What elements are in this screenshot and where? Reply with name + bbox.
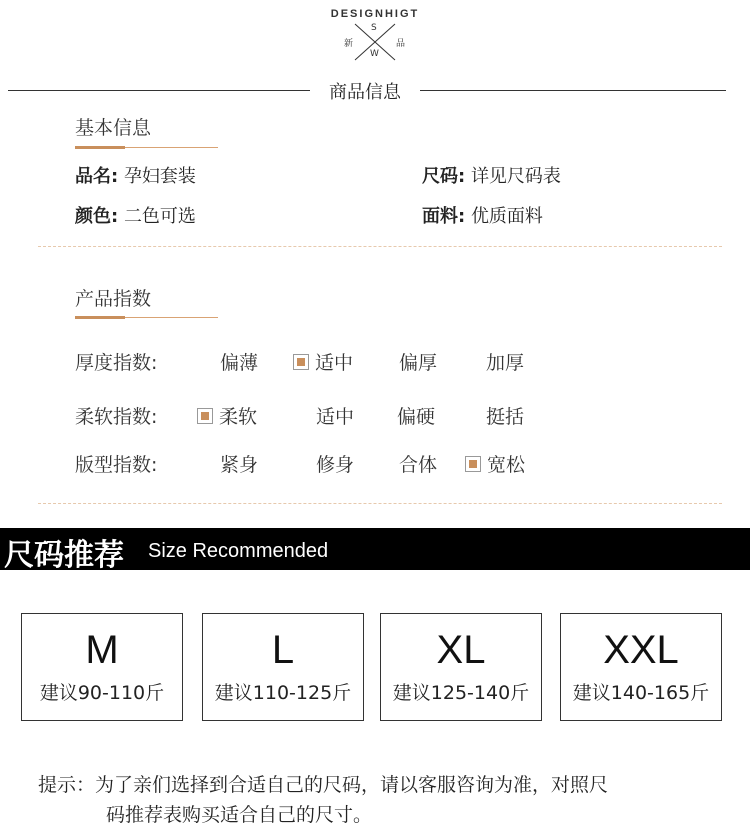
logo-char-right: 品 [396, 39, 406, 49]
logo-cross-mark [340, 22, 410, 62]
option-tight [220, 450, 258, 477]
size-recommendation: 建议140-165斤 [572, 682, 710, 704]
option-thick [399, 348, 437, 375]
option-crisp [486, 402, 524, 429]
option-label: 柔软 [219, 406, 258, 428]
basic-info-underline [75, 147, 218, 148]
banner-title-cn: 尺码推荐 [4, 538, 124, 570]
section-title-bar [0, 76, 750, 104]
color-label: 颜色: [75, 206, 119, 227]
brand-name: DESIGNHIGT [330, 8, 420, 20]
checkbox-checked-icon [293, 354, 309, 370]
logo-char-left: 新 [344, 39, 354, 49]
fabric-row [422, 202, 543, 228]
option-thin [220, 348, 258, 375]
size-recommendation: 建议90-110斤 [39, 682, 165, 704]
logo-letter-w: W [370, 49, 379, 59]
size-letter: XXL [603, 628, 679, 672]
checkbox-checked-icon [197, 408, 213, 424]
option-soft-selected [197, 402, 257, 429]
size-card-xl [380, 613, 542, 721]
size-value: 详见尺码表 [470, 166, 561, 187]
dashed-divider [38, 503, 722, 504]
size-card-l [202, 613, 364, 721]
option-label: 紧身 [220, 454, 259, 476]
option-label: 加厚 [486, 352, 525, 374]
brand-logo [0, 0, 750, 70]
color-row [75, 202, 196, 228]
option-label: 偏薄 [220, 352, 259, 374]
product-name-value: 孕妇套装 [123, 166, 196, 187]
option-extra-thick [486, 348, 524, 375]
size-tip [38, 770, 708, 830]
size-letter: L [271, 628, 295, 672]
tip-line-2: 码推荐表购买适合自己的尺寸。 [106, 804, 373, 826]
index-label: 厚度指数: [75, 352, 158, 374]
option-label: 挺括 [486, 406, 525, 428]
size-card-xxl [560, 613, 722, 721]
option-medium-selected [293, 348, 353, 375]
thickness-index-row [75, 348, 675, 376]
option-stiff [397, 402, 435, 429]
option-regular [399, 450, 437, 477]
tip-line-1: 提示：为了亲们选择到合适自己的尺码，请以客服咨询为准，对照尺 [38, 774, 609, 796]
size-card-m [21, 613, 183, 721]
option-label: 适中 [315, 352, 354, 374]
product-name-row [75, 162, 196, 188]
dashed-divider [38, 246, 722, 247]
option-label: 合体 [399, 454, 438, 476]
option-label: 修身 [316, 454, 355, 476]
size-recommend-banner [0, 528, 750, 570]
index-label: 版型指数: [75, 454, 158, 476]
size-letter: M [85, 628, 119, 672]
product-index-heading: 产品指数 [75, 288, 152, 310]
fabric-label: 面料: [422, 206, 466, 227]
basic-info-heading: 基本信息 [75, 117, 152, 139]
color-value: 二色可选 [123, 206, 196, 227]
softness-index-row [75, 402, 675, 430]
size-row [422, 162, 561, 188]
fit-index-row [75, 450, 675, 478]
size-recommendation: 建议110-125斤 [214, 682, 352, 704]
logo-letter-s: S [371, 23, 377, 33]
banner-title-en: Size Recommended [148, 540, 329, 562]
option-loose-selected [465, 450, 525, 477]
checkbox-checked-icon [465, 456, 481, 472]
option-label: 偏厚 [399, 352, 438, 374]
product-name-label: 品名: [75, 166, 119, 187]
option-label: 适中 [316, 406, 355, 428]
fabric-value: 优质面料 [470, 206, 543, 227]
size-letter: XL [436, 628, 486, 672]
index-label: 柔软指数: [75, 406, 158, 428]
option-label: 宽松 [487, 454, 526, 476]
page-title: 商品信息 [329, 82, 401, 103]
option-slim [316, 450, 354, 477]
title-divider-right [420, 90, 726, 91]
option-medium [316, 402, 354, 429]
title-divider-left [8, 90, 310, 91]
size-label: 尺码: [422, 166, 466, 187]
size-recommendation: 建议125-140斤 [392, 682, 530, 704]
product-index-underline [75, 317, 218, 318]
option-label: 偏硬 [397, 406, 436, 428]
